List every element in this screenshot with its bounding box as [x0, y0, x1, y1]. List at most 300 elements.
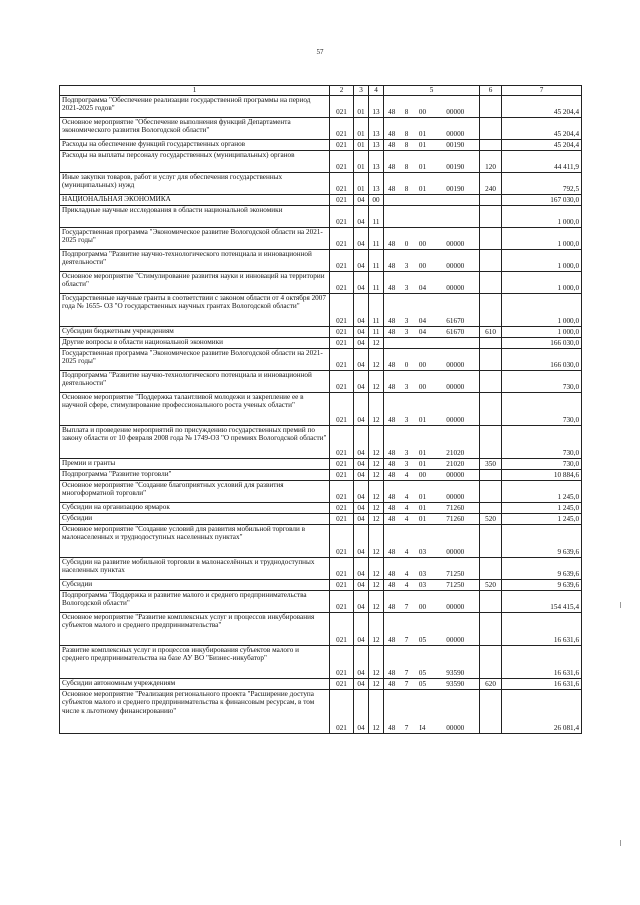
row-expense-type — [480, 612, 502, 645]
row-amount: 166 030,0 — [502, 337, 582, 348]
row-amount: 44 411,9 — [502, 150, 582, 172]
budget-table — [59, 85, 582, 734]
row-subsection: 11 — [369, 205, 384, 227]
row-subsection: 12 — [369, 469, 384, 480]
row-target-code-program: 48 — [384, 590, 400, 612]
row-amount: 1 000,0 — [502, 227, 582, 249]
table-row — [60, 469, 582, 480]
row-target-code-event: 05 — [414, 678, 432, 689]
row-name: Субсидии бюджетным учреждениям — [60, 326, 330, 337]
row-amount: 730,0 — [502, 458, 582, 469]
row-target-code-direction: 21020 — [432, 458, 480, 469]
row-target-code-subprogram: 0 — [400, 227, 414, 249]
row-target-code-subprogram: 3 — [400, 370, 414, 392]
row-target-code-program — [384, 205, 400, 227]
row-amount: 730,0 — [502, 425, 582, 458]
row-amount: 1 245,0 — [502, 480, 582, 502]
row-target-code-subprogram: 4 — [400, 513, 414, 524]
row-target-code-direction: 00000 — [432, 689, 480, 733]
row-subsection: 13 — [369, 139, 384, 150]
row-name: Основное мероприятие "Создание условий для развития мобильной торговли в малонаселенных и труднодоступных населенных пунктах" — [60, 524, 330, 557]
row-target-code-program: 48 — [384, 469, 400, 480]
row-target-code-event: 05 — [414, 645, 432, 678]
row-target-code-program: 48 — [384, 95, 400, 117]
row-section: 01 — [354, 172, 369, 194]
row-name: Выплата и проведение мероприятий по присуждению государственных премий по закону области от 10 февраля 2008 года № 1749-ОЗ "О премиях Вологодской области" — [60, 425, 330, 458]
row-name: НАЦИОНАЛЬНАЯ ЭКОНОМИКА — [60, 194, 330, 205]
row-section: 04 — [354, 348, 369, 370]
row-target-code-subprogram: 8 — [400, 150, 414, 172]
row-section: 04 — [354, 271, 369, 293]
row-ved-code: 021 — [330, 194, 354, 205]
row-expense-type — [480, 645, 502, 678]
row-target-code-subprogram — [400, 337, 414, 348]
row-target-code-program: 48 — [384, 557, 400, 579]
row-subsection: 12 — [369, 689, 384, 733]
row-section: 04 — [354, 205, 369, 227]
table-row — [60, 271, 582, 293]
row-amount: 16 631,6 — [502, 612, 582, 645]
row-expense-type — [480, 392, 502, 425]
row-target-code-program: 48 — [384, 524, 400, 557]
row-section: 04 — [354, 480, 369, 502]
row-amount: 166 030,0 — [502, 348, 582, 370]
row-subsection: 12 — [369, 392, 384, 425]
row-name: Расходы на обеспечение функций государственных органов — [60, 139, 330, 150]
row-target-code-subprogram: 7 — [400, 612, 414, 645]
row-section: 04 — [354, 645, 369, 678]
row-name: Субсидии на организацию ярмарок — [60, 502, 330, 513]
row-section: 04 — [354, 590, 369, 612]
row-target-code-program: 48 — [384, 612, 400, 645]
row-amount: 1 245,0 — [502, 513, 582, 524]
row-ved-code: 021 — [330, 172, 354, 194]
row-target-code-program: 48 — [384, 689, 400, 733]
row-subsection: 12 — [369, 502, 384, 513]
row-subsection: 11 — [369, 326, 384, 337]
row-expense-type: 520 — [480, 579, 502, 590]
row-name: Подпрограмма "Развитие торговли" — [60, 469, 330, 480]
row-section: 04 — [354, 392, 369, 425]
row-expense-type — [480, 689, 502, 733]
table-row — [60, 348, 582, 370]
row-expense-type: 350 — [480, 458, 502, 469]
row-target-code-direction: 00000 — [432, 370, 480, 392]
row-expense-type: 520 — [480, 513, 502, 524]
row-target-code-subprogram: 7 — [400, 645, 414, 678]
table-row — [60, 249, 582, 271]
row-target-code-subprogram: 4 — [400, 502, 414, 513]
row-target-code-direction: 00000 — [432, 271, 480, 293]
row-subsection: 12 — [369, 590, 384, 612]
row-subsection: 11 — [369, 249, 384, 271]
row-target-code-event: 01 — [414, 172, 432, 194]
row-section: 04 — [354, 513, 369, 524]
row-target-code-event: 00 — [414, 590, 432, 612]
row-target-code-direction: 21020 — [432, 425, 480, 458]
row-target-code-subprogram: 4 — [400, 480, 414, 502]
row-target-code-direction: 00000 — [432, 249, 480, 271]
row-subsection: 12 — [369, 524, 384, 557]
row-section: 04 — [354, 194, 369, 205]
row-target-code-event: 00 — [414, 348, 432, 370]
row-target-code-subprogram: 7 — [400, 678, 414, 689]
header-col-7: 7 — [502, 86, 582, 96]
row-target-code-subprogram: 3 — [400, 271, 414, 293]
row-section: 01 — [354, 139, 369, 150]
row-target-code-direction: 00000 — [432, 524, 480, 557]
row-name: Подпрограмма "Обеспечение реализации государственной программы на период 2021-2025 годов" — [60, 95, 330, 117]
row-target-code-direction: 71250 — [432, 579, 480, 590]
row-target-code-direction: 71260 — [432, 502, 480, 513]
row-target-code-direction: 61670 — [432, 326, 480, 337]
row-name: Государственная программа "Экономическое развитие Вологодской области на 2021-2025 годы" — [60, 227, 330, 249]
row-name: Другие вопросы в области национальной экономики — [60, 337, 330, 348]
table-row — [60, 392, 582, 425]
table-row — [60, 150, 582, 172]
row-target-code-subprogram: 7 — [400, 689, 414, 733]
row-ved-code: 021 — [330, 117, 354, 139]
row-section: 04 — [354, 326, 369, 337]
row-section: 04 — [354, 458, 369, 469]
row-target-code-subprogram: 4 — [400, 579, 414, 590]
row-expense-type — [480, 194, 502, 205]
table-row — [60, 194, 582, 205]
row-target-code-program: 48 — [384, 150, 400, 172]
row-name: Премии и гранты — [60, 458, 330, 469]
header-col-4: 4 — [369, 86, 384, 96]
row-subsection: 11 — [369, 227, 384, 249]
row-subsection: 12 — [369, 645, 384, 678]
row-target-code-program: 48 — [384, 458, 400, 469]
row-target-code-program: 48 — [384, 513, 400, 524]
row-target-code-direction: 00000 — [432, 469, 480, 480]
table-row — [60, 205, 582, 227]
row-target-code-subprogram: 8 — [400, 172, 414, 194]
table-row — [60, 227, 582, 249]
row-ved-code: 021 — [330, 249, 354, 271]
row-target-code-direction: 00190 — [432, 172, 480, 194]
row-ved-code: 021 — [330, 293, 354, 326]
row-target-code-direction: 00000 — [432, 480, 480, 502]
row-target-code-event — [414, 337, 432, 348]
row-name: Прикладные научные исследования в области национальной экономики — [60, 205, 330, 227]
table-row — [60, 370, 582, 392]
row-target-code-program: 48 — [384, 370, 400, 392]
table-row — [60, 337, 582, 348]
row-amount: 1 000,0 — [502, 205, 582, 227]
row-amount: 45 204,4 — [502, 139, 582, 150]
row-amount: 154 415,4 — [502, 590, 582, 612]
row-target-code-direction: 71250 — [432, 557, 480, 579]
row-ved-code: 021 — [330, 502, 354, 513]
row-target-code-event: 01 — [414, 117, 432, 139]
row-expense-type — [480, 205, 502, 227]
row-subsection: 12 — [369, 612, 384, 645]
row-target-code-direction — [432, 337, 480, 348]
row-subsection: 12 — [369, 370, 384, 392]
row-name: Основное мероприятие "Создание благоприятных условий для развития многоформатной торговли" — [60, 480, 330, 502]
row-section: 04 — [354, 425, 369, 458]
row-amount: 45 204,4 — [502, 95, 582, 117]
row-target-code-direction: 00000 — [432, 227, 480, 249]
row-ved-code: 021 — [330, 205, 354, 227]
row-target-code-event: 00 — [414, 95, 432, 117]
row-target-code-event: 04 — [414, 293, 432, 326]
row-target-code-event: 03 — [414, 579, 432, 590]
row-target-code-direction: 71260 — [432, 513, 480, 524]
row-target-code-event: 01 — [414, 150, 432, 172]
row-target-code-direction: 61670 — [432, 293, 480, 326]
row-subsection: 12 — [369, 480, 384, 502]
row-ved-code: 021 — [330, 95, 354, 117]
row-amount: 730,0 — [502, 370, 582, 392]
row-target-code-event: 03 — [414, 557, 432, 579]
row-expense-type: 120 — [480, 150, 502, 172]
row-expense-type — [480, 370, 502, 392]
row-section: 04 — [354, 502, 369, 513]
table-row — [60, 645, 582, 678]
row-amount: 167 030,0 — [502, 194, 582, 205]
row-ved-code: 021 — [330, 524, 354, 557]
row-expense-type: 240 — [480, 172, 502, 194]
row-ved-code: 021 — [330, 579, 354, 590]
row-name: Субсидии — [60, 579, 330, 590]
row-expense-type — [480, 502, 502, 513]
table-body — [60, 95, 582, 733]
row-name: Государственные научные гранты в соответствии с законом области от 4 октября 2007 года № 1655- ОЗ "О государственных научных грантах Вологодской области" — [60, 293, 330, 326]
row-name: Подпрограмма "Развитие научно-технологического потенциала и инновационной деятельности" — [60, 370, 330, 392]
row-target-code-subprogram: 3 — [400, 293, 414, 326]
row-section: 04 — [354, 678, 369, 689]
row-expense-type — [480, 227, 502, 249]
row-target-code-program: 48 — [384, 678, 400, 689]
row-target-code-subprogram: 3 — [400, 392, 414, 425]
row-name: Расходы на выплаты персоналу государственных (муниципальных) органов — [60, 150, 330, 172]
row-target-code-event: 00 — [414, 469, 432, 480]
row-subsection: 12 — [369, 557, 384, 579]
row-section: 01 — [354, 117, 369, 139]
row-target-code-program: 48 — [384, 348, 400, 370]
row-target-code-event: 05 — [414, 612, 432, 645]
row-section: 04 — [354, 249, 369, 271]
row-target-code-direction — [432, 205, 480, 227]
row-name: Основное мероприятие "Обеспечение выполнения функций Департамента экономического развития Вологодской области" — [60, 117, 330, 139]
row-ved-code: 021 — [330, 557, 354, 579]
row-target-code-subprogram: 8 — [400, 95, 414, 117]
row-target-code-program: 48 — [384, 480, 400, 502]
row-expense-type — [480, 139, 502, 150]
row-target-code-subprogram: 3 — [400, 458, 414, 469]
row-expense-type — [480, 469, 502, 480]
row-target-code-event: 04 — [414, 271, 432, 293]
header-col-5: 5 — [384, 86, 480, 96]
row-target-code-subprogram: 3 — [400, 249, 414, 271]
row-expense-type — [480, 480, 502, 502]
table-row — [60, 139, 582, 150]
row-name: Основное мероприятие "Реализация регионального проекта "Расширение доступа субъектов малого и среднего предпринимательства к финансовым ресурсам, в том числе к льготному финансированию" — [60, 689, 330, 733]
row-expense-type — [480, 590, 502, 612]
row-target-code-program: 48 — [384, 425, 400, 458]
row-target-code-direction: 00190 — [432, 139, 480, 150]
row-target-code-program: 48 — [384, 392, 400, 425]
row-amount: 9 639,6 — [502, 557, 582, 579]
row-name: Подпрограмма "Поддержка и развитие малого и среднего предпринимательства Вологодской области" — [60, 590, 330, 612]
row-subsection: 12 — [369, 425, 384, 458]
row-target-code-program: 48 — [384, 579, 400, 590]
header-col-2: 2 — [330, 86, 354, 96]
row-section: 04 — [354, 293, 369, 326]
table-row — [60, 293, 582, 326]
row-target-code-direction: 00190 — [432, 150, 480, 172]
row-name: Субсидии на развитие мобильной торговли в малонаселённых и труднодоступных населенных пунктах — [60, 557, 330, 579]
row-amount: 730,0 — [502, 392, 582, 425]
row-expense-type — [480, 337, 502, 348]
row-amount: 45 204,4 — [502, 117, 582, 139]
row-target-code-direction — [432, 194, 480, 205]
row-ved-code: 021 — [330, 612, 354, 645]
row-name: Государственная программа "Экономическое развитие Вологодской области на 2021-2025 годы" — [60, 348, 330, 370]
row-target-code-event — [414, 194, 432, 205]
row-target-code-program: 48 — [384, 227, 400, 249]
row-expense-type — [480, 117, 502, 139]
table-row — [60, 172, 582, 194]
row-amount: 1 245,0 — [502, 502, 582, 513]
row-amount: 9 639,6 — [502, 524, 582, 557]
row-subsection: 12 — [369, 337, 384, 348]
row-ved-code: 021 — [330, 348, 354, 370]
margin-mark — [620, 602, 621, 608]
row-target-code-direction: 00000 — [432, 348, 480, 370]
table-row — [60, 689, 582, 733]
row-ved-code: 021 — [330, 150, 354, 172]
row-expense-type — [480, 95, 502, 117]
row-target-code-subprogram: 4 — [400, 557, 414, 579]
row-target-code-program: 48 — [384, 117, 400, 139]
table-row — [60, 557, 582, 579]
row-target-code-subprogram: 7 — [400, 590, 414, 612]
row-target-code-subprogram: 3 — [400, 425, 414, 458]
row-ved-code: 021 — [330, 139, 354, 150]
row-target-code-subprogram: 4 — [400, 524, 414, 557]
row-ved-code: 021 — [330, 337, 354, 348]
row-target-code-direction: 00000 — [432, 117, 480, 139]
row-target-code-program — [384, 337, 400, 348]
row-target-code-subprogram — [400, 205, 414, 227]
row-target-code-program: 48 — [384, 502, 400, 513]
row-target-code-event: 01 — [414, 458, 432, 469]
row-amount: 26 081,4 — [502, 689, 582, 733]
row-section: 04 — [354, 524, 369, 557]
row-subsection: 00 — [369, 194, 384, 205]
row-expense-type — [480, 425, 502, 458]
row-target-code-direction: 00000 — [432, 590, 480, 612]
table-row — [60, 117, 582, 139]
row-target-code-program: 48 — [384, 645, 400, 678]
row-target-code-program: 48 — [384, 249, 400, 271]
row-target-code-subprogram: 3 — [400, 326, 414, 337]
row-target-code-event: 01 — [414, 425, 432, 458]
row-target-code-direction: 00000 — [432, 612, 480, 645]
row-expense-type — [480, 557, 502, 579]
row-target-code-program — [384, 194, 400, 205]
row-target-code-event: 01 — [414, 392, 432, 425]
row-target-code-subprogram: 4 — [400, 469, 414, 480]
row-target-code-event: 00 — [414, 227, 432, 249]
row-target-code-program: 48 — [384, 271, 400, 293]
row-section: 04 — [354, 337, 369, 348]
header-col-3: 3 — [354, 86, 369, 96]
table-row — [60, 590, 582, 612]
row-expense-type — [480, 249, 502, 271]
row-expense-type: 620 — [480, 678, 502, 689]
row-ved-code: 021 — [330, 469, 354, 480]
row-ved-code: 021 — [330, 513, 354, 524]
table-row — [60, 513, 582, 524]
row-target-code-direction: 93590 — [432, 678, 480, 689]
row-subsection: 12 — [369, 458, 384, 469]
row-ved-code: 021 — [330, 458, 354, 469]
row-name: Субсидии — [60, 513, 330, 524]
page-number: 57 — [316, 48, 324, 56]
row-target-code-event: I4 — [414, 689, 432, 733]
table-row — [60, 524, 582, 557]
row-target-code-program: 48 — [384, 139, 400, 150]
row-section: 04 — [354, 469, 369, 480]
row-target-code-direction: 00000 — [432, 95, 480, 117]
row-subsection: 13 — [369, 95, 384, 117]
row-target-code-event: 04 — [414, 326, 432, 337]
row-expense-type — [480, 271, 502, 293]
row-target-code-program: 48 — [384, 172, 400, 194]
row-name: Основное мероприятие "Развитие комплексных услуг и процессов инкубирования субъектов малого и среднего предпринимательства" — [60, 612, 330, 645]
row-ved-code: 021 — [330, 271, 354, 293]
row-name: Основное мероприятие "Поддержка талантливой молодежи и закрепление ее в научной сфере, стимулирование профессионального роста ученых области" — [60, 392, 330, 425]
row-subsection: 13 — [369, 150, 384, 172]
row-section: 04 — [354, 579, 369, 590]
row-ved-code: 021 — [330, 227, 354, 249]
row-amount: 10 884,6 — [502, 469, 582, 480]
row-ved-code: 021 — [330, 590, 354, 612]
row-target-code-subprogram: 8 — [400, 139, 414, 150]
row-ved-code: 021 — [330, 645, 354, 678]
row-target-code-subprogram: 0 — [400, 348, 414, 370]
row-amount: 9 639,6 — [502, 579, 582, 590]
table-row — [60, 95, 582, 117]
row-target-code-event: 01 — [414, 502, 432, 513]
row-expense-type — [480, 348, 502, 370]
row-ved-code: 021 — [330, 326, 354, 337]
row-subsection: 12 — [369, 579, 384, 590]
row-ved-code: 021 — [330, 480, 354, 502]
row-amount: 16 631,6 — [502, 645, 582, 678]
table-row — [60, 458, 582, 469]
row-subsection: 13 — [369, 172, 384, 194]
row-target-code-direction: 00000 — [432, 392, 480, 425]
row-target-code-event: 01 — [414, 139, 432, 150]
table-row — [60, 425, 582, 458]
row-section: 01 — [354, 95, 369, 117]
row-amount: 1 000,0 — [502, 249, 582, 271]
row-target-code-event: 00 — [414, 249, 432, 271]
row-name: Субсидии автономным учреждениям — [60, 678, 330, 689]
row-subsection: 13 — [369, 117, 384, 139]
row-subsection: 11 — [369, 293, 384, 326]
row-amount: 16 631,6 — [502, 678, 582, 689]
row-target-code-program: 48 — [384, 293, 400, 326]
row-ved-code: 021 — [330, 370, 354, 392]
margin-mark — [620, 840, 621, 846]
